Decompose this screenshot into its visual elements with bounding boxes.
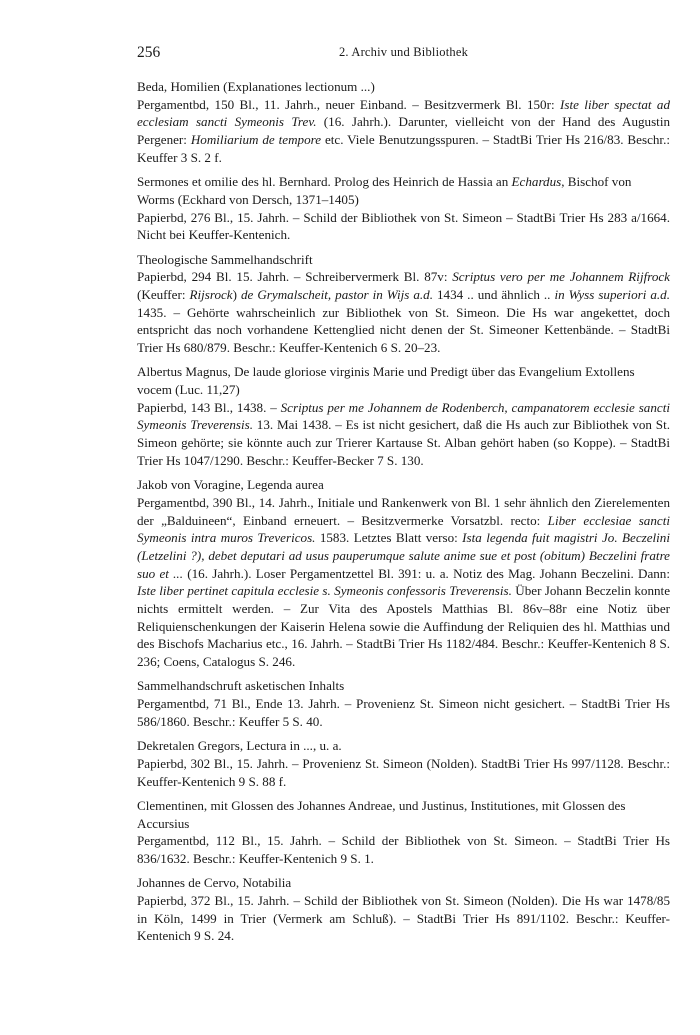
italic-quotation: Rijsrock xyxy=(189,286,233,302)
italic-quotation: in Wyss superiori a.d. xyxy=(554,286,670,302)
italic-quotation: Ista legenda fuit magistri Jo. Beczelini (Letzelini ?), debet deputari ad usus pauperumque salute anime sue et post (obitum) Beczelini fratre suo et ... xyxy=(137,530,670,581)
italic-quotation: de Grymalscheit, pastor in Wijs a.d. xyxy=(240,286,433,302)
catalog-entry xyxy=(137,476,670,671)
text-run: Sermones et omilie des hl. Bernhard. Prolog des Heinrich de Hassia an xyxy=(137,174,512,190)
catalog-entry xyxy=(137,251,670,357)
catalog-entry xyxy=(137,737,670,790)
entry-title: Sammelhandschruft asketischen Inhalts xyxy=(137,678,345,694)
text-run: ) xyxy=(232,286,241,302)
entry-title: Albertus Magnus, De laude gloriose virginis Marie und Predigt über das Evangelium Extollens vocem (Luc. 11,27) xyxy=(137,364,635,398)
text-run: Papierbd, 372 Bl., 15. Jahrh. – Schild der Bibliothek von St. Simeon (Nolden). Die Hs war 1478/85 in Köln, 1499 in Trier (Vermerk am Schluß). – StadtBi Trier Hs 891/1102. Beschr.: Keuffer-Kentenich 9 S. 24. xyxy=(137,892,670,944)
italic-quotation: Echardus xyxy=(511,174,562,190)
text-run: , Bischof von Worms (Eckhard von Dersch, 1371–1405) xyxy=(137,174,632,207)
catalog-entry xyxy=(137,78,670,167)
italic-quotation: Scriptus vero per me Johannem Rijfrock xyxy=(452,269,670,285)
text-run: 1583. Letztes Blatt verso: xyxy=(315,530,463,546)
entry-description xyxy=(137,494,670,671)
text-run: Pergamentbd, 112 Bl., 15. Jahrh. – Schild der Bibliothek von St. Simeon. – StadtBi Trier Hs 836/1632. Beschr.: Keuffer-Kentenich 9 S. 1. xyxy=(137,833,670,866)
entry-title: Theologische Sammelhandschrift xyxy=(137,251,313,267)
running-head: 2. Archiv und Bibliothek xyxy=(338,45,469,59)
page-number: 256 xyxy=(137,44,161,61)
entry-description xyxy=(137,832,670,867)
text-run: Pergamentbd, 150 Bl., 11. Jahrh., neuer Einband. – Besitzvermerk Bl. 150r: xyxy=(137,96,560,112)
catalog-entry xyxy=(137,874,670,945)
entry-title: Beda, Homilien (Explanationes lectionum ...) xyxy=(137,79,375,94)
text-run: Pergamentbd, 71 Bl., Ende 13. Jahrh. – Provenienz St. Simeon nicht gesichert. – StadtBi Trier Hs 586/1860. Beschr.: Keuffer 5 S. 40. xyxy=(137,696,670,729)
catalog-entry xyxy=(137,363,670,469)
entry-title: Clementinen, mit Glossen des Johannes Andreae, und Justinus, Institutiones, mit Glossen des Accursius xyxy=(137,797,626,831)
entry-description xyxy=(137,268,670,357)
entry-description xyxy=(137,399,670,470)
entry-title: Johannes de Cervo, Notabilia xyxy=(137,875,292,891)
catalog-entry xyxy=(137,677,670,730)
italic-quotation: Scriptus per me Johannem de Rodenberch, campanatorem ecclesie sancti Symeonis Treverensis. xyxy=(137,399,670,433)
text-run: Pergamentbd, 390 Bl., 14. Jahrh., Initiale und Rankenwerk von Bl. 1 sehr ähnlich den Zierelementen der „Balduineen“, Einband erneuert. – Besitzvermerke Vorsatzbl. recto: xyxy=(137,494,670,528)
entry-description xyxy=(137,209,670,244)
italic-quotation: Iste liber spectat ad ecclesiam sancti Symeonis Trev. xyxy=(137,96,671,130)
entry-title: Dekretalen Gregors, Lectura in ..., u. a. xyxy=(137,738,342,754)
entry-description xyxy=(137,755,670,790)
text-run: Papierbd, 294 Bl. 15. Jahrh. – Schreibervermerk Bl. 87v: xyxy=(137,269,453,285)
catalog-entry xyxy=(137,797,670,868)
text-run: Über Johann Beczelin konnte nichts ermittelt werden. – Zur Vita des Apostels Matthias Bl. 86v–88r eine Notiz über Reliquienschenkungen der Kaiserin Helena sowie die Auffindung der Reliquien des hl. Matthias und des Bischofs Macharius etc., 16. Jahrh. – StadtBi Trier Hs 1182/484. Beschr.: Keuffer-Kentenich 8 S. 236; Coens, Catalogus S. 246. xyxy=(137,583,671,670)
text-run: 1434 .. und ähnlich .. xyxy=(433,286,555,302)
entry-title xyxy=(137,173,670,208)
italic-quotation: Liber ecclesiae sancti Symeonis intra muros Trevericos. xyxy=(137,512,670,546)
text-run: (Keuffer: xyxy=(137,286,190,302)
text-run: (16. Jahrh.). Loser Pergamentzettel Bl. 391: u. a. Notiz des Mag. Johann Beczelini. Dann: xyxy=(182,565,670,581)
text-run: Papierbd, 143 Bl., 1438. – xyxy=(137,399,281,415)
catalog-entries xyxy=(137,78,670,952)
italic-quotation: Iste liber pertinet capitula ecclesie s. Symeonis confessoris Treverensis. xyxy=(137,583,512,599)
text-run: Papierbd, 302 Bl., 15. Jahrh. – Provenienz St. Simeon (Nolden). StadtBi Trier Hs 997/1128. Beschr.: Keuffer-Kentenich 9 S. 88 f. xyxy=(137,755,670,789)
entry-title: Jakob von Voragine, Legenda aurea xyxy=(137,477,324,493)
text-run: 13. Mai 1438. – Es ist nicht gesichert, daß die Hs auch zur Bibliothek von St. Simeon gehörte; sie könnte auch zur Trierer Kartause St. Alban gehört haben (so Koppe). – StadtBi Trier Hs 1047/1290. Beschr.: Keuffer-Becker 7 S. 130. xyxy=(137,417,670,468)
entry-description xyxy=(137,96,670,167)
entry-description xyxy=(137,695,670,730)
catalog-entry xyxy=(137,173,670,244)
text-run: etc. Viele Benutzungsspuren. – StadtBi Trier Hs 216/83. Beschr.: Keuffer 3 S. 2 f. xyxy=(137,132,670,165)
italic-quotation: Homiliarium de tempore xyxy=(190,132,322,148)
page-header xyxy=(137,44,670,64)
entry-description xyxy=(137,892,670,945)
text-run: Papierbd, 276 Bl., 15. Jahrh. – Schild der Bibliothek von St. Simeon – StadtBi Trier Hs 283 a/1664. Nicht bei Keuffer-Kentenich. xyxy=(137,209,670,243)
text-run: 1435. – Gehörte wahrscheinlich zur Bibliothek von St. Simeon. Die Hs war angekettet, doch entspricht das noch vorhandene Kettenglied nicht denen der St. Simeoner Kettenbände. – StadtBi Trier Hs 680/879. Beschr.: Keuffer-Kentenich 6 S. 20–23. xyxy=(137,304,670,356)
text-run: (16. Jahrh.). Darunter, vielleicht von der Hand des Augustin Pergener: xyxy=(137,114,670,148)
